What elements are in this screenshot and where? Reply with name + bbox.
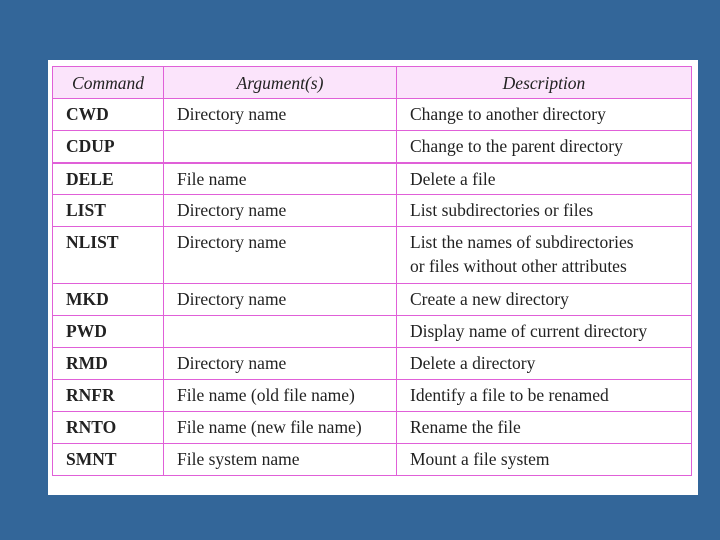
command-cell: CDUP xyxy=(53,131,164,163)
argument-cell: Directory name xyxy=(164,99,397,131)
description-line: Rename the file xyxy=(410,417,521,437)
argument-cell: File name xyxy=(164,163,397,195)
command-cell: MKD xyxy=(53,284,164,316)
table-row xyxy=(53,131,692,163)
description-cell xyxy=(397,195,692,227)
header-row xyxy=(53,67,692,99)
table-row xyxy=(53,380,692,412)
table-row xyxy=(53,163,692,195)
command-cell: DELE xyxy=(53,163,164,195)
table-row xyxy=(53,316,692,348)
command-cell: CWD xyxy=(53,99,164,131)
command-cell: NLIST xyxy=(53,227,164,284)
description-line: List the names of subdirectories xyxy=(410,232,634,252)
command-cell: RNTO xyxy=(53,412,164,444)
description-cell xyxy=(397,131,692,163)
description-line: Change to the parent directory xyxy=(410,136,623,156)
description-cell xyxy=(397,163,692,195)
description-line: List subdirectories or files xyxy=(410,200,594,220)
argument-cell: Directory name xyxy=(164,284,397,316)
command-cell: RMD xyxy=(53,348,164,380)
ftp-command-table xyxy=(52,66,692,476)
command-cell: LIST xyxy=(53,195,164,227)
description-line: Delete a file xyxy=(410,168,496,189)
header-arguments: Argument(s) xyxy=(164,67,397,99)
table-panel xyxy=(48,60,698,495)
argument-cell: File name (old file name) xyxy=(164,380,397,412)
description-cell xyxy=(397,444,692,476)
description-line: or files without other attributes xyxy=(410,256,627,276)
header-command: Command xyxy=(53,67,164,99)
header-description: Description xyxy=(397,67,692,99)
table-row xyxy=(53,195,692,227)
description-cell xyxy=(397,316,692,348)
argument-cell: Directory name xyxy=(164,348,397,380)
description-line: Create a new directory xyxy=(410,289,569,309)
command-cell: RNFR xyxy=(53,380,164,412)
command-cell: PWD xyxy=(53,316,164,348)
table-row xyxy=(53,444,692,476)
description-line: Identify a file to be renamed xyxy=(410,385,609,405)
argument-cell: Directory name xyxy=(164,227,397,284)
description-cell xyxy=(397,412,692,444)
description-line: Change to another directory xyxy=(410,104,606,124)
description-line: Display name of current directory xyxy=(410,321,648,341)
command-cell: SMNT xyxy=(53,444,164,476)
table-row xyxy=(53,284,692,316)
description-cell xyxy=(397,284,692,316)
argument-cell xyxy=(164,316,397,348)
table-row xyxy=(53,348,692,380)
argument-cell: File system name xyxy=(164,444,397,476)
description-line: Delete a directory xyxy=(410,353,536,373)
description-cell xyxy=(397,99,692,131)
argument-cell: Directory name xyxy=(164,195,397,227)
description-cell xyxy=(397,380,692,412)
argument-cell: File name (new file name) xyxy=(164,412,397,444)
description-line: Mount a file system xyxy=(410,449,550,469)
table-row xyxy=(53,412,692,444)
description-cell xyxy=(397,348,692,380)
argument-cell xyxy=(164,131,397,163)
description-cell xyxy=(397,227,692,284)
table-row xyxy=(53,227,692,284)
table-row xyxy=(53,99,692,131)
